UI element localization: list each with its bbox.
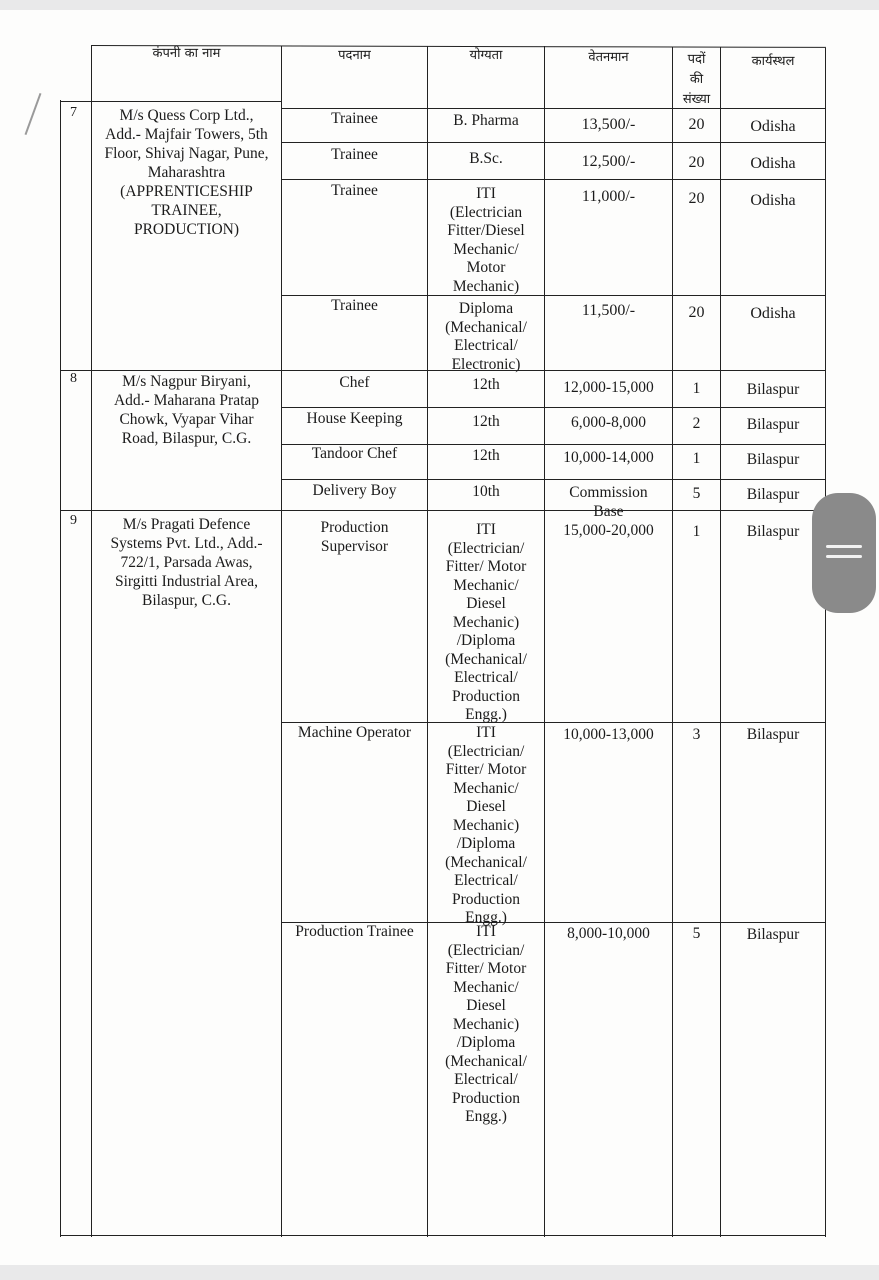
vacancy-count-cell: 5 <box>692 925 701 942</box>
salary-cell: 8,000-10,000 <box>567 925 650 942</box>
vacancy-count-cell: 20 <box>688 116 705 133</box>
post-cell: Trainee <box>331 297 378 314</box>
qualification-cell: ITI (Electrician/ Fitter/ Motor Mechanic/ Diesel Mechanic) /Diploma (Mechanical/ Electrical/ Production Engg.) <box>445 923 527 1125</box>
post-cell: Chef <box>339 374 370 391</box>
post-cell: Machine Operator <box>297 724 412 741</box>
salary-cell: 12,500/- <box>581 153 636 170</box>
header-company: कंपनी का नाम <box>152 46 221 61</box>
qualification-cell: ITI (Electrician/ Fitter/ Motor Mechanic/ Diesel Mechanic) /Diploma (Mechanical/ Electrical/ Production Engg.) <box>445 521 527 723</box>
qualification-cell: B.Sc. <box>469 150 503 167</box>
grip-line-icon <box>826 555 862 558</box>
post-cell: House Keeping <box>306 410 403 427</box>
location-cell: Bilaspur <box>746 486 800 503</box>
column-divider-salary <box>672 47 673 1237</box>
header-location: कार्यस्थल <box>751 54 795 69</box>
qualification-cell: 12th <box>472 413 500 430</box>
row-line <box>281 179 826 180</box>
post-cell: Trainee <box>331 182 378 199</box>
row-line <box>60 510 826 511</box>
salary-cell: 15,000-20,000 <box>563 522 654 539</box>
vacancy-count-cell: 5 <box>692 485 701 502</box>
qualification-cell: 12th <box>472 447 500 464</box>
column-divider-qual <box>544 46 545 1237</box>
location-cell: Bilaspur <box>746 451 800 468</box>
vacancy-count-cell: 1 <box>692 450 701 467</box>
company-name: M/s Pragati Defence Systems Pvt. Ltd., Add.- 722/1, Parsada Awas, Sirgitti Industrial Area, Bilaspur, C.G. <box>110 516 263 609</box>
salary-cell: Commission Base <box>569 484 648 520</box>
vacancy-count-cell: 1 <box>692 380 701 397</box>
header-post: पदनाम <box>338 48 371 63</box>
qualification-cell: 12th <box>472 376 500 393</box>
salary-cell: 6,000-8,000 <box>571 414 646 431</box>
location-cell: Odisha <box>750 192 796 209</box>
scrollbar-handle[interactable] <box>812 493 876 613</box>
salary-cell: 13,500/- <box>581 116 636 133</box>
company-name: M/s Nagpur Biryani, Add.- Maharana Pratap Chowk, Vyapar Vihar Road, Bilaspur, C.G. <box>113 373 260 447</box>
salary-cell: 11,500/- <box>581 302 636 319</box>
location-cell: Bilaspur <box>746 726 800 743</box>
location-cell: Odisha <box>750 305 796 322</box>
location-cell: Bilaspur <box>746 416 800 433</box>
qualification-cell: Diploma (Mechanical/ Electrical/ Electronic) <box>445 300 527 373</box>
salary-cell: 10,000-14,000 <box>563 449 654 466</box>
header-vacancies: पदों की संख्या <box>682 52 711 107</box>
location-cell: Bilaspur <box>746 926 800 943</box>
location-cell: Bilaspur <box>746 523 800 540</box>
vacancy-count-cell: 3 <box>692 726 701 743</box>
post-cell: Production Trainee <box>295 923 414 940</box>
post-cell: Trainee <box>331 146 378 163</box>
table-border-right <box>825 48 826 1237</box>
post-cell: Tandoor Chef <box>311 445 398 462</box>
table-border-bottom <box>60 1235 826 1236</box>
post-cell: Trainee <box>331 110 378 127</box>
pencil-mark <box>25 93 42 135</box>
salary-cell: 11,000/- <box>581 188 636 205</box>
location-cell: Odisha <box>750 118 796 135</box>
qualification-cell: B. Pharma <box>453 112 519 129</box>
vacancy-count-cell: 20 <box>688 190 705 207</box>
row-number: 7 <box>70 105 77 120</box>
salary-cell: 12,000-15,000 <box>563 379 654 396</box>
qualification-cell: 10th <box>472 483 500 500</box>
vacancy-count-cell: 20 <box>688 154 705 171</box>
table-border-left <box>60 100 61 1237</box>
header-salary: वेतनमान <box>588 50 629 65</box>
location-cell: Odisha <box>750 155 796 172</box>
location-cell: Bilaspur <box>746 381 800 398</box>
salary-cell: 10,000-13,000 <box>563 726 654 743</box>
vacancy-count-cell: 1 <box>692 523 701 540</box>
vacancy-count-cell: 2 <box>692 415 701 432</box>
header-bottom-line <box>60 101 281 102</box>
qualification-cell: ITI (Electrician Fitter/Diesel Mechanic/ Motor Mechanic) <box>447 185 525 295</box>
post-cell: Production Supervisor <box>320 519 389 555</box>
company-name: M/s Quess Corp Ltd., Add.- Majfair Towers, 5th Floor, Shivaj Nagar, Pune, Maharashtra (APPRENTICESHIP TRAINEE, PRODUCTION) <box>104 107 269 238</box>
row-number: 9 <box>70 513 77 528</box>
vacancy-count-cell: 20 <box>688 304 705 321</box>
post-cell: Delivery Boy <box>312 482 397 499</box>
row-number: 8 <box>70 371 77 386</box>
grip-line-icon <box>826 545 862 548</box>
column-divider-company <box>281 46 282 1237</box>
header-qualification: योग्यता <box>469 48 503 63</box>
row-line <box>281 142 826 143</box>
row-line <box>281 407 826 408</box>
row-line <box>281 479 826 480</box>
column-divider-count <box>720 47 721 1237</box>
qualification-cell: ITI (Electrician/ Fitter/ Motor Mechanic/ Diesel Mechanic) /Diploma (Mechanical/ Electrical/ Production Engg.) <box>445 724 527 926</box>
